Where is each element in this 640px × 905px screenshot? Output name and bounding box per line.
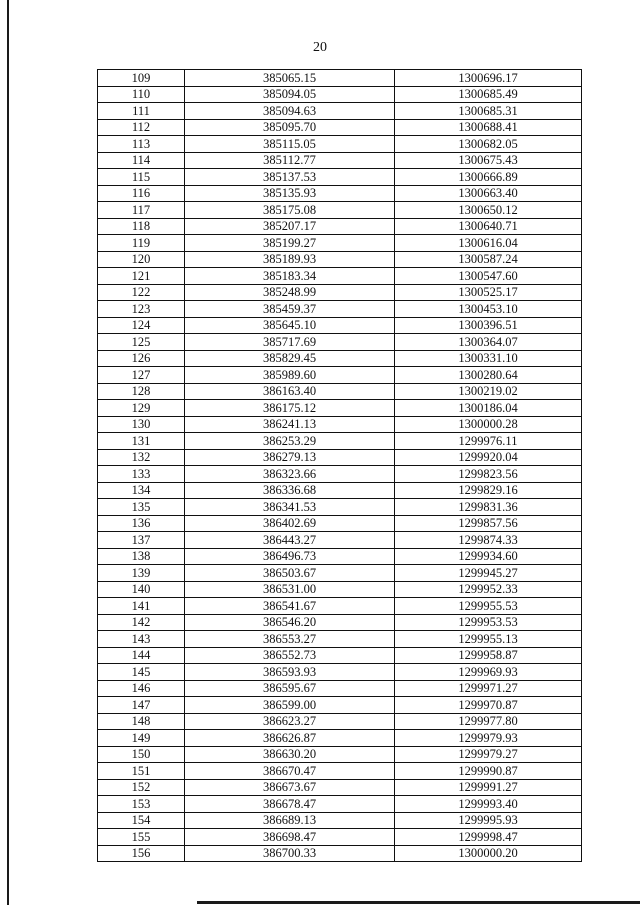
x-coordinate-cell: 386531.00: [185, 581, 395, 598]
x-coordinate-cell: 386630.20: [185, 746, 395, 763]
y-coordinate-cell: 1299952.33: [395, 581, 582, 598]
table-row: [98, 796, 582, 813]
x-coordinate-cell: 386253.29: [185, 433, 395, 450]
x-coordinate-cell: 386496.73: [185, 548, 395, 565]
page-number: 20: [313, 40, 327, 55]
x-coordinate-cell: 385248.99: [185, 284, 395, 301]
point-number-cell: 142: [98, 614, 185, 631]
point-number-cell: 112: [98, 119, 185, 136]
point-number-cell: 146: [98, 680, 185, 697]
point-number-cell: 120: [98, 251, 185, 268]
table-row: [98, 416, 582, 433]
table-row: [98, 350, 582, 367]
x-coordinate-cell: 385115.05: [185, 136, 395, 153]
table-row: [98, 548, 582, 565]
y-coordinate-cell: 1300364.07: [395, 334, 582, 351]
x-coordinate-cell: 386443.27: [185, 532, 395, 549]
scan-left-edge: [7, 0, 9, 905]
point-number-cell: 150: [98, 746, 185, 763]
x-coordinate-cell: 385459.37: [185, 301, 395, 318]
y-coordinate-cell: 1299977.80: [395, 713, 582, 730]
table-row: [98, 746, 582, 763]
table-row: [98, 235, 582, 252]
table-row: [98, 119, 582, 136]
point-number-cell: 139: [98, 565, 185, 582]
point-number-cell: 144: [98, 647, 185, 664]
point-number-cell: 137: [98, 532, 185, 549]
point-number-cell: 135: [98, 499, 185, 516]
x-coordinate-cell: 386553.27: [185, 631, 395, 648]
x-coordinate-cell: 386341.53: [185, 499, 395, 516]
table-row: [98, 812, 582, 829]
point-number-cell: 134: [98, 482, 185, 499]
table-row: [98, 367, 582, 384]
table-row: [98, 433, 582, 450]
point-number-cell: 124: [98, 317, 185, 334]
y-coordinate-cell: 1300663.40: [395, 185, 582, 202]
point-number-cell: 110: [98, 86, 185, 103]
table-row: [98, 136, 582, 153]
x-coordinate-cell: 386689.13: [185, 812, 395, 829]
y-coordinate-cell: 1299969.93: [395, 664, 582, 681]
y-coordinate-cell: 1299979.27: [395, 746, 582, 763]
y-coordinate-cell: 1300547.60: [395, 268, 582, 285]
point-number-cell: 116: [98, 185, 185, 202]
y-coordinate-cell: 1300280.64: [395, 367, 582, 384]
table-row: [98, 581, 582, 598]
y-coordinate-cell: 1300650.12: [395, 202, 582, 219]
y-coordinate-cell: 1300396.51: [395, 317, 582, 334]
point-number-cell: 141: [98, 598, 185, 615]
x-coordinate-cell: 386623.27: [185, 713, 395, 730]
table-row: [98, 169, 582, 186]
point-number-cell: 147: [98, 697, 185, 714]
x-coordinate-cell: 386546.20: [185, 614, 395, 631]
point-number-cell: 143: [98, 631, 185, 648]
table-row: [98, 565, 582, 582]
y-coordinate-cell: 1300688.41: [395, 119, 582, 136]
x-coordinate-cell: 386541.67: [185, 598, 395, 615]
y-coordinate-cell: 1300331.10: [395, 350, 582, 367]
x-coordinate-cell: 385112.77: [185, 152, 395, 169]
y-coordinate-cell: 1299979.93: [395, 730, 582, 747]
table-row: [98, 680, 582, 697]
table-row: [98, 400, 582, 417]
x-coordinate-cell: 385645.10: [185, 317, 395, 334]
x-coordinate-cell: 386626.87: [185, 730, 395, 747]
table-row: [98, 70, 582, 87]
point-number-cell: 136: [98, 515, 185, 532]
point-number-cell: 118: [98, 218, 185, 235]
y-coordinate-cell: 1300640.71: [395, 218, 582, 235]
table-row: [98, 713, 582, 730]
y-coordinate-cell: 1299945.27: [395, 565, 582, 582]
point-number-cell: 145: [98, 664, 185, 681]
y-coordinate-cell: 1300219.02: [395, 383, 582, 400]
y-coordinate-cell: 1300685.49: [395, 86, 582, 103]
x-coordinate-cell: 386670.47: [185, 763, 395, 780]
y-coordinate-cell: 1300675.43: [395, 152, 582, 169]
table-row: [98, 301, 582, 318]
point-number-cell: 122: [98, 284, 185, 301]
point-number-cell: 126: [98, 350, 185, 367]
table-row: [98, 664, 582, 681]
x-coordinate-cell: 385094.63: [185, 103, 395, 120]
table-row: [98, 845, 582, 862]
y-coordinate-cell: 1300682.05: [395, 136, 582, 153]
point-number-cell: 151: [98, 763, 185, 780]
y-coordinate-cell: 1300453.10: [395, 301, 582, 318]
y-coordinate-cell: 1299990.87: [395, 763, 582, 780]
point-number-cell: 149: [98, 730, 185, 747]
y-coordinate-cell: 1300666.89: [395, 169, 582, 186]
x-coordinate-cell: 385189.93: [185, 251, 395, 268]
table-row: [98, 185, 582, 202]
x-coordinate-cell: 386700.33: [185, 845, 395, 862]
table-row: [98, 466, 582, 483]
table-row: [98, 829, 582, 846]
x-coordinate-cell: 386175.12: [185, 400, 395, 417]
y-coordinate-cell: 1299934.60: [395, 548, 582, 565]
coordinates-table-body: [98, 70, 582, 862]
table-row: [98, 317, 582, 334]
y-coordinate-cell: 1300616.04: [395, 235, 582, 252]
y-coordinate-cell: 1299995.93: [395, 812, 582, 829]
table-row: [98, 614, 582, 631]
table-row: [98, 86, 582, 103]
x-coordinate-cell: 385175.08: [185, 202, 395, 219]
y-coordinate-cell: 1300186.04: [395, 400, 582, 417]
x-coordinate-cell: 385065.15: [185, 70, 395, 87]
x-coordinate-cell: 386552.73: [185, 647, 395, 664]
table-row: [98, 598, 582, 615]
y-coordinate-cell: 1299920.04: [395, 449, 582, 466]
y-coordinate-cell: 1299958.87: [395, 647, 582, 664]
table-row: [98, 647, 582, 664]
point-number-cell: 138: [98, 548, 185, 565]
point-number-cell: 133: [98, 466, 185, 483]
point-number-cell: 111: [98, 103, 185, 120]
x-coordinate-cell: 385095.70: [185, 119, 395, 136]
x-coordinate-cell: 386599.00: [185, 697, 395, 714]
x-coordinate-cell: 386503.67: [185, 565, 395, 582]
y-coordinate-cell: 1299857.56: [395, 515, 582, 532]
y-coordinate-cell: 1300696.17: [395, 70, 582, 87]
y-coordinate-cell: 1299955.53: [395, 598, 582, 615]
point-number-cell: 119: [98, 235, 185, 252]
table-row: [98, 251, 582, 268]
x-coordinate-cell: 386673.67: [185, 779, 395, 796]
point-number-cell: 131: [98, 433, 185, 450]
table-row: [98, 779, 582, 796]
x-coordinate-cell: 386593.93: [185, 664, 395, 681]
point-number-cell: 130: [98, 416, 185, 433]
y-coordinate-cell: 1299993.40: [395, 796, 582, 813]
x-coordinate-cell: 385717.69: [185, 334, 395, 351]
x-coordinate-cell: 386279.13: [185, 449, 395, 466]
y-coordinate-cell: 1299955.13: [395, 631, 582, 648]
point-number-cell: 148: [98, 713, 185, 730]
point-number-cell: 117: [98, 202, 185, 219]
point-number-cell: 113: [98, 136, 185, 153]
x-coordinate-cell: 385199.27: [185, 235, 395, 252]
y-coordinate-cell: 1299998.47: [395, 829, 582, 846]
y-coordinate-cell: 1300525.17: [395, 284, 582, 301]
x-coordinate-cell: 386402.69: [185, 515, 395, 532]
table-row: [98, 284, 582, 301]
y-coordinate-cell: 1299831.36: [395, 499, 582, 516]
table-row: [98, 482, 582, 499]
table-row: [98, 697, 582, 714]
point-number-cell: 132: [98, 449, 185, 466]
table-row: [98, 499, 582, 516]
table-row: [98, 268, 582, 285]
y-coordinate-cell: 1300000.28: [395, 416, 582, 433]
point-number-cell: 155: [98, 829, 185, 846]
y-coordinate-cell: 1299976.11: [395, 433, 582, 450]
table-row: [98, 763, 582, 780]
x-coordinate-cell: 386323.66: [185, 466, 395, 483]
table-row: [98, 202, 582, 219]
point-number-cell: 109: [98, 70, 185, 87]
y-coordinate-cell: 1299874.33: [395, 532, 582, 549]
x-coordinate-cell: 385135.93: [185, 185, 395, 202]
x-coordinate-cell: 385829.45: [185, 350, 395, 367]
table-row: [98, 383, 582, 400]
table-row: [98, 515, 582, 532]
point-number-cell: 129: [98, 400, 185, 417]
point-number-cell: 114: [98, 152, 185, 169]
point-number-cell: 140: [98, 581, 185, 598]
x-coordinate-cell: 386698.47: [185, 829, 395, 846]
y-coordinate-cell: 1299823.56: [395, 466, 582, 483]
point-number-cell: 153: [98, 796, 185, 813]
table-row: [98, 218, 582, 235]
point-number-cell: 128: [98, 383, 185, 400]
x-coordinate-cell: 385207.17: [185, 218, 395, 235]
coordinates-table: [97, 69, 582, 862]
point-number-cell: 154: [98, 812, 185, 829]
point-number-cell: 127: [98, 367, 185, 384]
point-number-cell: 152: [98, 779, 185, 796]
y-coordinate-cell: 1300685.31: [395, 103, 582, 120]
x-coordinate-cell: 385137.53: [185, 169, 395, 186]
table-row: [98, 334, 582, 351]
y-coordinate-cell: 1299953.53: [395, 614, 582, 631]
y-coordinate-cell: 1299970.87: [395, 697, 582, 714]
x-coordinate-cell: 385183.34: [185, 268, 395, 285]
table-row: [98, 449, 582, 466]
point-number-cell: 123: [98, 301, 185, 318]
y-coordinate-cell: 1299829.16: [395, 482, 582, 499]
y-coordinate-cell: 1299971.27: [395, 680, 582, 697]
table-row: [98, 152, 582, 169]
x-coordinate-cell: 386241.13: [185, 416, 395, 433]
x-coordinate-cell: 385989.60: [185, 367, 395, 384]
table-row: [98, 631, 582, 648]
table-row: [98, 730, 582, 747]
scan-bottom-edge: [197, 901, 640, 904]
y-coordinate-cell: 1300000.20: [395, 845, 582, 862]
table-row: [98, 103, 582, 120]
y-coordinate-cell: 1300587.24: [395, 251, 582, 268]
point-number-cell: 156: [98, 845, 185, 862]
x-coordinate-cell: 386336.68: [185, 482, 395, 499]
point-number-cell: 121: [98, 268, 185, 285]
y-coordinate-cell: 1299991.27: [395, 779, 582, 796]
table-row: [98, 532, 582, 549]
point-number-cell: 115: [98, 169, 185, 186]
x-coordinate-cell: 386595.67: [185, 680, 395, 697]
x-coordinate-cell: 386678.47: [185, 796, 395, 813]
x-coordinate-cell: 386163.40: [185, 383, 395, 400]
point-number-cell: 125: [98, 334, 185, 351]
x-coordinate-cell: 385094.05: [185, 86, 395, 103]
